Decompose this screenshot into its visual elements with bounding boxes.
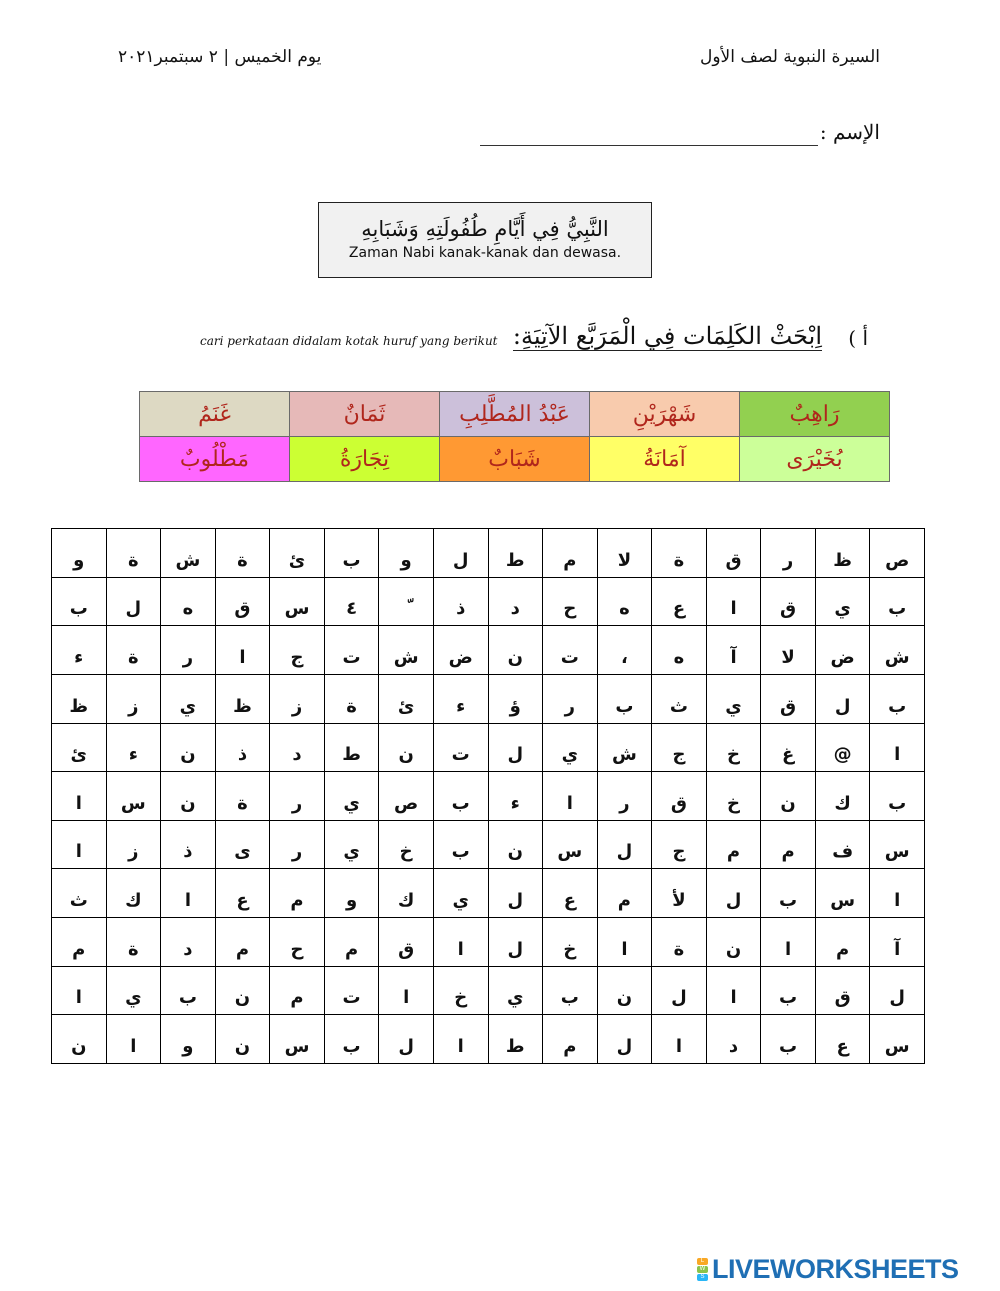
grid-cell[interactable]: لا bbox=[597, 529, 652, 578]
word-bank-cell: غَنَمُ bbox=[140, 392, 290, 437]
grid-cell[interactable]: د bbox=[488, 577, 543, 626]
grid-cell[interactable]: ا bbox=[433, 1015, 488, 1064]
grid-cell[interactable]: و bbox=[161, 1015, 216, 1064]
grid-cell[interactable]: ن bbox=[215, 1015, 270, 1064]
grid-cell[interactable]: ل bbox=[488, 723, 543, 772]
grid-cell[interactable]: ي bbox=[433, 869, 488, 918]
grid-cell[interactable]: ة bbox=[215, 772, 270, 821]
grid-cell[interactable]: ل bbox=[488, 918, 543, 967]
grid-cell[interactable]: ب bbox=[543, 966, 598, 1015]
grid-cell[interactable]: د bbox=[706, 1015, 761, 1064]
grid-cell[interactable]: ب bbox=[870, 772, 925, 821]
grid-cell[interactable]: خ bbox=[706, 772, 761, 821]
grid-cell[interactable]: ي bbox=[706, 674, 761, 723]
grid-cell[interactable]: م bbox=[215, 918, 270, 967]
grid-cell[interactable]: م bbox=[706, 820, 761, 869]
grid-cell[interactable]: ي bbox=[161, 674, 216, 723]
title-arabic: النَّبِيُّ فِي أَيَّامِ طُفُولَتِهِ وَشَبَابِهِ bbox=[361, 217, 609, 241]
grid-cell[interactable]: ل bbox=[706, 869, 761, 918]
grid-cell[interactable]: خ bbox=[706, 723, 761, 772]
grid-cell[interactable]: ا bbox=[52, 966, 107, 1015]
grid-cell[interactable]: ل bbox=[870, 966, 925, 1015]
grid-cell[interactable]: س bbox=[815, 869, 870, 918]
question-arabic: اِبْحَثْ الكَلِمَات فِي الْمَرَبَّع الآتِيَةِ: bbox=[512, 322, 822, 350]
word-bank-cell: رَاهِبٌ bbox=[740, 392, 890, 437]
grid-cell[interactable]: ا bbox=[543, 772, 598, 821]
grid-cell[interactable]: ا bbox=[106, 1015, 161, 1064]
grid-cell[interactable]: ا bbox=[52, 820, 107, 869]
grid-cell[interactable]: خ bbox=[433, 966, 488, 1015]
grid-cell[interactable]: ك bbox=[379, 869, 434, 918]
grid-cell[interactable]: ر bbox=[270, 820, 325, 869]
grid-cell[interactable]: ذ bbox=[215, 723, 270, 772]
grid-cell[interactable]: ل bbox=[106, 577, 161, 626]
grid-cell[interactable]: ن bbox=[706, 918, 761, 967]
question-malay: cari perkataan didalam kotak huruf yang berikut bbox=[200, 334, 498, 348]
grid-cell[interactable]: ق bbox=[815, 966, 870, 1015]
grid-cell[interactable]: ا bbox=[706, 966, 761, 1015]
grid-row bbox=[52, 626, 925, 675]
grid-cell[interactable]: س bbox=[870, 1015, 925, 1064]
grid-cell[interactable]: ن bbox=[161, 772, 216, 821]
grid-row bbox=[52, 966, 925, 1015]
grid-cell[interactable]: م bbox=[543, 529, 598, 578]
grid-cell[interactable]: ، bbox=[597, 626, 652, 675]
grid-cell[interactable]: ن bbox=[215, 966, 270, 1015]
grid-cell[interactable]: ٤ bbox=[324, 577, 379, 626]
grid-cell[interactable]: م bbox=[270, 869, 325, 918]
course-title: السيرة النبوية لصف الأول bbox=[700, 47, 880, 67]
grid-cell[interactable]: خ bbox=[379, 820, 434, 869]
grid-cell[interactable]: س bbox=[270, 577, 325, 626]
grid-cell[interactable]: ا bbox=[706, 577, 761, 626]
grid-cell[interactable]: م bbox=[597, 869, 652, 918]
grid-cell[interactable]: ف bbox=[815, 820, 870, 869]
grid-cell[interactable]: آ bbox=[870, 918, 925, 967]
grid-cell[interactable]: ض bbox=[433, 626, 488, 675]
grid-cell[interactable]: ل bbox=[433, 529, 488, 578]
title-malay: Zaman Nabi kanak-kanak dan dewasa. bbox=[348, 245, 622, 261]
grid-cell[interactable]: ب bbox=[870, 674, 925, 723]
grid-cell[interactable]: ظ bbox=[215, 674, 270, 723]
logo-mark-block: L bbox=[697, 1258, 708, 1265]
grid-cell[interactable]: و bbox=[379, 529, 434, 578]
grid-cell[interactable]: ب bbox=[161, 966, 216, 1015]
grid-cell[interactable]: س bbox=[543, 820, 598, 869]
word-search-grid bbox=[51, 528, 925, 1064]
word-bank-cell: تِجَارَةُ bbox=[290, 437, 440, 482]
grid-cell[interactable]: ب bbox=[870, 577, 925, 626]
logo-mark-icon bbox=[697, 1258, 708, 1281]
grid-cell[interactable]: ئ bbox=[379, 674, 434, 723]
grid-cell[interactable]: ت bbox=[324, 966, 379, 1015]
grid-cell[interactable] bbox=[379, 577, 434, 626]
grid-row bbox=[52, 529, 925, 578]
grid-cell[interactable]: ئ bbox=[270, 529, 325, 578]
grid-cell[interactable]: ة bbox=[106, 918, 161, 967]
grid-cell[interactable]: ر bbox=[161, 626, 216, 675]
grid-cell[interactable]: ب bbox=[433, 772, 488, 821]
grid-cell[interactable]: ب bbox=[324, 1015, 379, 1064]
grid-cell[interactable]: ط bbox=[488, 529, 543, 578]
grid-cell[interactable]: م bbox=[543, 1015, 598, 1064]
grid-row bbox=[52, 820, 925, 869]
grid-cell[interactable]: ز bbox=[106, 820, 161, 869]
grid-cell[interactable]: د bbox=[270, 723, 325, 772]
grid-cell[interactable]: ط bbox=[324, 723, 379, 772]
grid-cell[interactable]: @ bbox=[815, 723, 870, 772]
word-bank-cell: بُخَيْرَى bbox=[740, 437, 890, 482]
grid-cell[interactable]: ة bbox=[106, 626, 161, 675]
grid-cell[interactable]: ا bbox=[215, 626, 270, 675]
word-bank-cell: آمَانَةُ bbox=[590, 437, 740, 482]
grid-cell[interactable]: ز bbox=[106, 674, 161, 723]
name-label: الإسم : bbox=[819, 120, 880, 144]
grid-cell[interactable]: و bbox=[324, 869, 379, 918]
grid-cell[interactable]: ظ bbox=[52, 674, 107, 723]
grid-cell[interactable]: ص bbox=[870, 529, 925, 578]
grid-cell[interactable]: د bbox=[161, 918, 216, 967]
grid-cell[interactable]: ج bbox=[652, 820, 707, 869]
grid-cell[interactable]: ر bbox=[543, 674, 598, 723]
grid-cell[interactable]: ئ bbox=[52, 723, 107, 772]
grid-cell[interactable]: ل bbox=[652, 966, 707, 1015]
grid-cell[interactable]: ط bbox=[488, 1015, 543, 1064]
grid-cell[interactable]: م bbox=[52, 918, 107, 967]
grid-cell[interactable]: ي bbox=[324, 820, 379, 869]
grid-cell[interactable]: ة bbox=[652, 529, 707, 578]
grid-cell[interactable]: ب bbox=[761, 966, 816, 1015]
grid-cell[interactable]: ق bbox=[761, 577, 816, 626]
grid-cell[interactable]: ن bbox=[52, 1015, 107, 1064]
grid-cell[interactable]: ن bbox=[761, 772, 816, 821]
grid-cell[interactable]: ظ bbox=[815, 529, 870, 578]
grid-cell[interactable]: غ bbox=[761, 723, 816, 772]
grid-cell[interactable]: ؤ bbox=[488, 674, 543, 723]
grid-cell[interactable]: ع bbox=[215, 869, 270, 918]
grid-cell[interactable]: ء bbox=[52, 626, 107, 675]
grid-cell[interactable]: ه bbox=[597, 577, 652, 626]
grid-cell[interactable]: ب bbox=[597, 674, 652, 723]
grid-cell[interactable]: ت bbox=[433, 723, 488, 772]
grid-cell[interactable]: ج bbox=[652, 723, 707, 772]
grid-cell[interactable]: ك bbox=[106, 869, 161, 918]
grid-cell[interactable]: ا bbox=[870, 869, 925, 918]
word-bank-row bbox=[140, 392, 890, 437]
grid-cell[interactable]: ا bbox=[597, 918, 652, 967]
grid-cell[interactable]: م bbox=[815, 918, 870, 967]
grid-cell[interactable]: ء bbox=[106, 723, 161, 772]
grid-cell[interactable]: ق bbox=[215, 577, 270, 626]
grid-cell[interactable]: ل bbox=[597, 820, 652, 869]
grid-row bbox=[52, 577, 925, 626]
word-bank-cell: شَبَابٌ bbox=[440, 437, 590, 482]
grid-cell[interactable]: ح bbox=[543, 577, 598, 626]
grid-cell[interactable]: ز bbox=[270, 674, 325, 723]
grid-cell[interactable]: آ bbox=[706, 626, 761, 675]
grid-cell[interactable]: ب bbox=[433, 820, 488, 869]
grid-cell[interactable]: ي bbox=[815, 577, 870, 626]
grid-row bbox=[52, 674, 925, 723]
grid-cell[interactable]: ش bbox=[870, 626, 925, 675]
grid-cell[interactable]: ش bbox=[597, 723, 652, 772]
grid-cell[interactable]: ا bbox=[52, 772, 107, 821]
grid-cell[interactable]: ث bbox=[652, 674, 707, 723]
grid-cell[interactable]: ج bbox=[270, 626, 325, 675]
word-bank-cell: شَهْرَيْنِ bbox=[590, 392, 740, 437]
grid-row bbox=[52, 772, 925, 821]
grid-cell[interactable]: ي bbox=[488, 966, 543, 1015]
grid-cell[interactable]: ر bbox=[270, 772, 325, 821]
grid-cell[interactable]: ص bbox=[379, 772, 434, 821]
grid-cell[interactable]: لأ bbox=[652, 869, 707, 918]
grid-cell[interactable]: ذ bbox=[433, 577, 488, 626]
grid-cell[interactable]: ا bbox=[870, 723, 925, 772]
grid-cell[interactable]: ل bbox=[379, 1015, 434, 1064]
grid-cell[interactable]: س bbox=[270, 1015, 325, 1064]
grid-cell[interactable]: ق bbox=[706, 529, 761, 578]
grid-row bbox=[52, 723, 925, 772]
grid-cell[interactable]: ب bbox=[52, 577, 107, 626]
grid-cell[interactable]: س bbox=[870, 820, 925, 869]
grid-cell[interactable]: ا bbox=[652, 1015, 707, 1064]
grid-cell[interactable]: م bbox=[761, 820, 816, 869]
grid-cell[interactable]: ه bbox=[161, 577, 216, 626]
grid-cell[interactable]: ا bbox=[433, 918, 488, 967]
grid-cell[interactable]: ب bbox=[324, 529, 379, 578]
grid-cell[interactable]: ي bbox=[106, 966, 161, 1015]
grid-cell[interactable]: ى bbox=[215, 820, 270, 869]
grid-cell[interactable]: ن bbox=[161, 723, 216, 772]
grid-cell[interactable]: ش bbox=[379, 626, 434, 675]
name-line bbox=[480, 145, 818, 146]
grid-cell[interactable]: ذ bbox=[161, 820, 216, 869]
grid-cell[interactable]: ع bbox=[543, 869, 598, 918]
grid-cell[interactable]: ض bbox=[815, 626, 870, 675]
grid-cell[interactable]: ي bbox=[543, 723, 598, 772]
grid-cell[interactable]: ي bbox=[324, 772, 379, 821]
grid-cell[interactable]: ل bbox=[488, 869, 543, 918]
grid-cell[interactable]: لا bbox=[761, 626, 816, 675]
grid-cell[interactable]: ة bbox=[106, 529, 161, 578]
grid-cell[interactable]: ة bbox=[324, 674, 379, 723]
word-bank-cell: مَطْلُوبٌ bbox=[140, 437, 290, 482]
grid-cell[interactable]: س bbox=[106, 772, 161, 821]
grid-cell[interactable]: ق bbox=[761, 674, 816, 723]
word-bank-row bbox=[140, 437, 890, 482]
grid-cell[interactable]: ب bbox=[761, 1015, 816, 1064]
grid-cell[interactable]: ك bbox=[815, 772, 870, 821]
grid-row bbox=[52, 869, 925, 918]
title-box bbox=[318, 202, 652, 278]
grid-cell[interactable]: ل bbox=[815, 674, 870, 723]
word-bank-table bbox=[139, 391, 890, 482]
grid-cell[interactable]: ع bbox=[815, 1015, 870, 1064]
grid-row bbox=[52, 918, 925, 967]
grid-cell[interactable]: ع bbox=[652, 577, 707, 626]
grid-cell[interactable]: ا bbox=[379, 966, 434, 1015]
grid-cell[interactable]: ن bbox=[597, 966, 652, 1015]
grid-cell[interactable]: ر bbox=[761, 529, 816, 578]
grid-cell[interactable]: ء bbox=[433, 674, 488, 723]
grid-cell[interactable]: ن bbox=[488, 626, 543, 675]
logo-mark-block: W bbox=[697, 1266, 708, 1273]
grid-cell[interactable]: م bbox=[270, 966, 325, 1015]
question-number: أ ) bbox=[848, 326, 868, 350]
grid-cell[interactable]: م bbox=[324, 918, 379, 967]
grid-cell[interactable]: ت bbox=[543, 626, 598, 675]
word-bank-cell: ثَمَانٌ bbox=[290, 392, 440, 437]
grid-cell[interactable]: ة bbox=[215, 529, 270, 578]
grid-cell[interactable]: ب bbox=[761, 869, 816, 918]
grid-cell[interactable]: ن bbox=[488, 820, 543, 869]
grid-cell[interactable]: ا bbox=[761, 918, 816, 967]
grid-cell[interactable]: ل bbox=[597, 1015, 652, 1064]
grid-cell[interactable]: ق bbox=[379, 918, 434, 967]
date-line: يوم الخميس | ٢ سبتمبر٢٠٢١ bbox=[118, 47, 322, 67]
grid-row bbox=[52, 1015, 925, 1064]
grid-cell[interactable]: ث bbox=[52, 869, 107, 918]
logo-mark-block: S bbox=[697, 1274, 708, 1281]
liveworksheets-logo bbox=[697, 1255, 959, 1283]
grid-cell[interactable]: و bbox=[52, 529, 107, 578]
grid-cell[interactable]: ق bbox=[652, 772, 707, 821]
grid-cell[interactable]: ة bbox=[652, 918, 707, 967]
grid-cell[interactable]: ر bbox=[597, 772, 652, 821]
logo-text: LIVEWORKSHEETS bbox=[712, 1253, 959, 1284]
grid-cell[interactable]: ء bbox=[488, 772, 543, 821]
grid-cell[interactable]: ن bbox=[379, 723, 434, 772]
word-bank-cell: عَبْدُ المُطَّلِبِ bbox=[440, 392, 590, 437]
grid-cell[interactable]: ه bbox=[652, 626, 707, 675]
grid-cell[interactable]: ا bbox=[161, 869, 216, 918]
grid-cell[interactable]: ش bbox=[161, 529, 216, 578]
grid-cell[interactable]: خ bbox=[543, 918, 598, 967]
grid-cell[interactable]: ح bbox=[270, 918, 325, 967]
grid-cell[interactable]: ت bbox=[324, 626, 379, 675]
